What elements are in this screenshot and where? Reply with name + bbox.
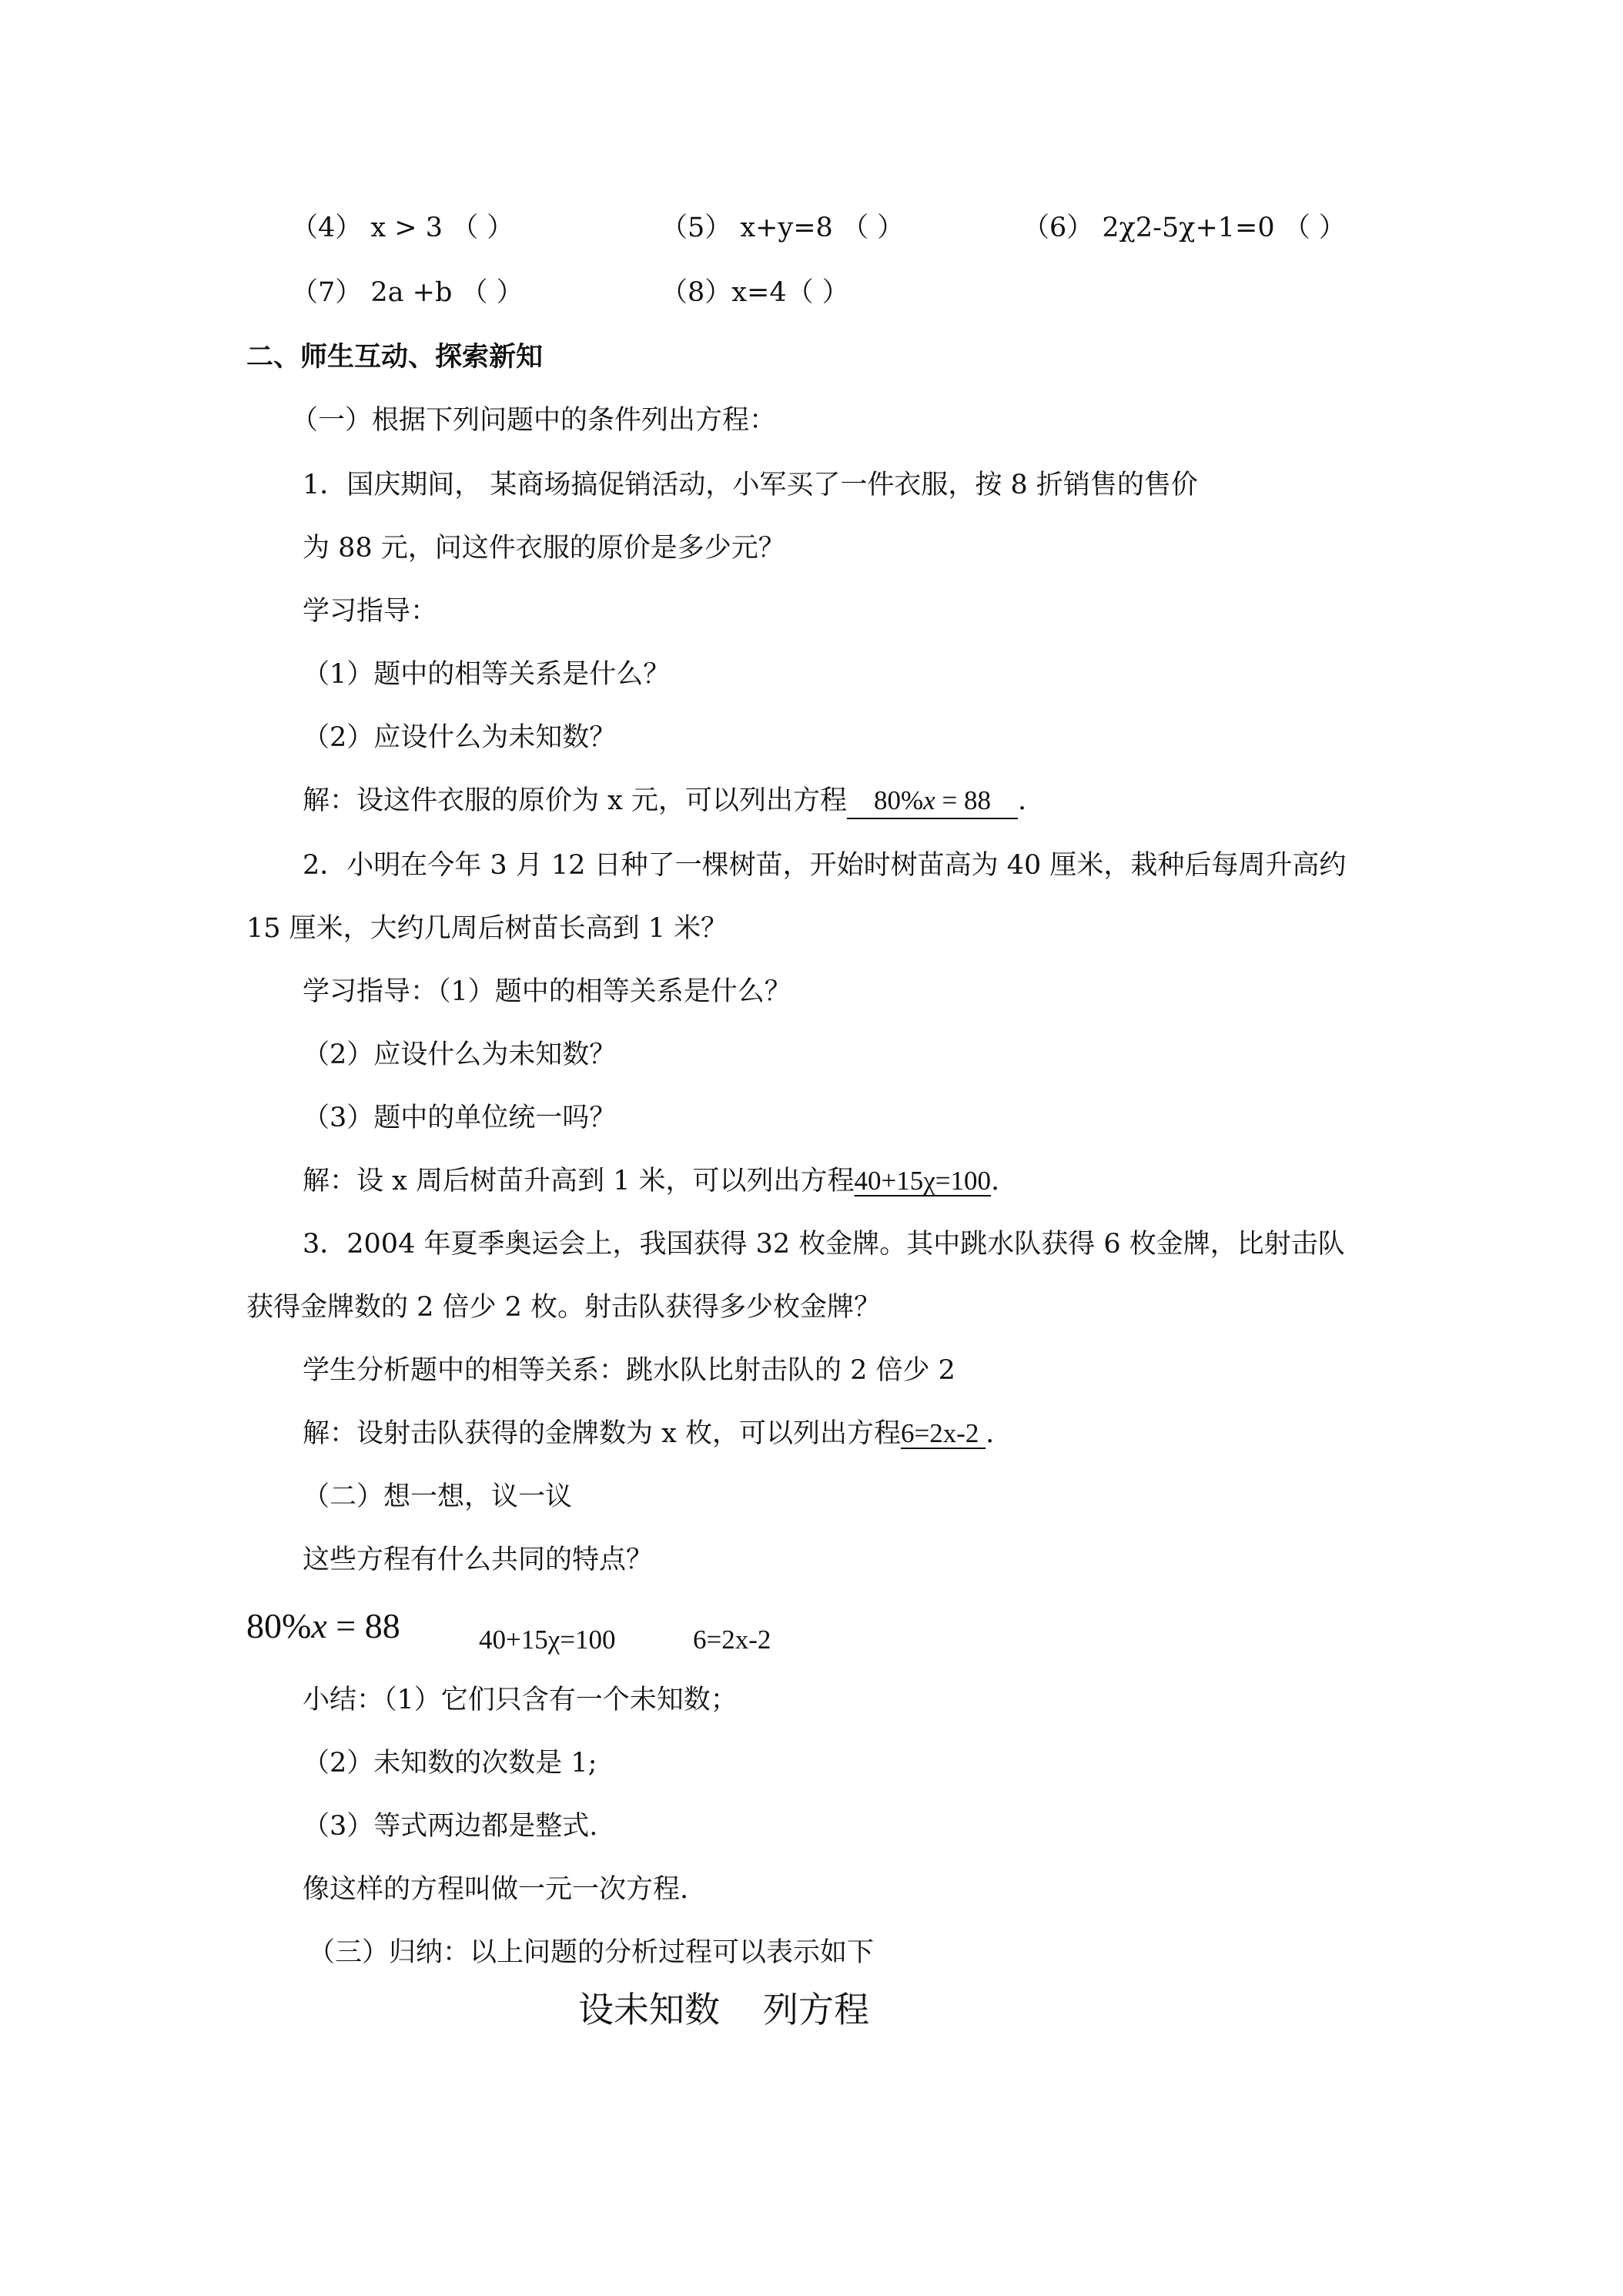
exercise-item-4: （4） x > 3 （ ）	[291, 213, 514, 243]
q3-line1: 3．2004 年夏季奥运会上，我国获得 32 枚金牌。其中跳水队获得 6 枚金牌，比射击队	[303, 1229, 1345, 1260]
q2-line2: 15 厘米，大约几周后树苗长高到 1 米？	[246, 913, 728, 944]
part2-question: 这些方程有什么共同的特点？	[303, 1545, 654, 1575]
q1-guide: 学习指导：	[303, 596, 438, 627]
q2-guide: 学习指导：（1）题中的相等关系是什么？	[303, 976, 791, 1007]
q3-line2: 获得金牌数的 2 倍少 2 枚。射击队获得多少枚金牌？	[246, 1292, 882, 1323]
q3-analysis: 学生分析题中的相等关系：跳水队比射击队的 2 倍少 2	[303, 1355, 955, 1386]
q3-answer-equation: 6=2x-2	[901, 1418, 986, 1448]
summary-3: （3）等式两边都是整式.	[303, 1811, 598, 1842]
q2-guide-2: （2）应设什么为未知数？	[303, 1039, 617, 1070]
q1-solution	[303, 784, 1026, 819]
exercise-item-8: （8）x=4（ ）	[661, 277, 849, 308]
q1-guide-2: （2）应设什么为未知数？	[303, 722, 617, 753]
q3-solution	[303, 1417, 994, 1451]
q1-answer-equation: 80%x = 88	[847, 784, 1018, 819]
equation-2: 40+15χ=100	[479, 1625, 616, 1655]
q3-solution-prefix: 解：设射击队获得的金牌数为 x 枚，可以列出方程	[303, 1418, 901, 1449]
q1-line2: 为 88 元，问这件衣服的原价是多少元？	[303, 533, 785, 564]
q1-solution-prefix: 解：设这件衣服的原价为 x 元，可以列出方程	[303, 785, 847, 816]
q3-solution-suffix: .	[986, 1418, 995, 1449]
q1-line1: 1．国庆期间， 某商场搞促销活动，小军买了一件衣服，按 8 折销售的售价	[303, 470, 1198, 500]
part2-heading: （二）想一想，议一议	[303, 1481, 573, 1512]
flow-step-2: 列方程	[763, 1989, 869, 2030]
q2-solution-prefix: 解：设 x 周后树苗升高到 1 米，可以列出方程	[303, 1166, 855, 1197]
summary-1: 小结：（1）它们只含有一个未知数；	[303, 1685, 738, 1715]
equation-3: 6=2x-2	[693, 1625, 771, 1655]
q2-solution-suffix: .	[991, 1166, 1000, 1197]
q2-guide-3: （3）题中的单位统一吗？	[303, 1103, 617, 1133]
equation-1: 80%x = 88	[246, 1606, 400, 1645]
part1-heading: （一）根据下列问题中的条件列出方程：	[291, 405, 777, 436]
q1-guide-1: （1）题中的相等关系是什么？	[303, 659, 671, 690]
q2-answer-equation: 40+15χ=100	[854, 1166, 992, 1196]
q1-solution-suffix: .	[1018, 785, 1027, 816]
part3-heading: （三）归纳：以上问题的分析过程可以表示如下	[308, 1937, 875, 1968]
q2-solution	[303, 1164, 999, 1198]
q2-line1: 2．小明在今年 3 月 12 日种了一棵树苗，开始时树苗高为 40 厘米，栽种后每周升高约	[303, 850, 1347, 881]
flow-step-1: 设未知数	[578, 1989, 720, 2030]
flow-title	[0, 1988, 1447, 2031]
summary-2: （2）未知数的次数是 1;	[303, 1748, 597, 1779]
definition: 像这样的方程叫做一元一次方程.	[303, 1874, 689, 1905]
exercise-item-5: （5） x+y=8 （ ）	[661, 213, 905, 243]
exercise-item-7: （7） 2a +b （ ）	[291, 277, 524, 308]
section-heading: 二、师生互动、探索新知	[246, 341, 544, 373]
exercise-item-6: （6） 2χ2-5χ+1=0 （ ）	[1022, 213, 1346, 243]
